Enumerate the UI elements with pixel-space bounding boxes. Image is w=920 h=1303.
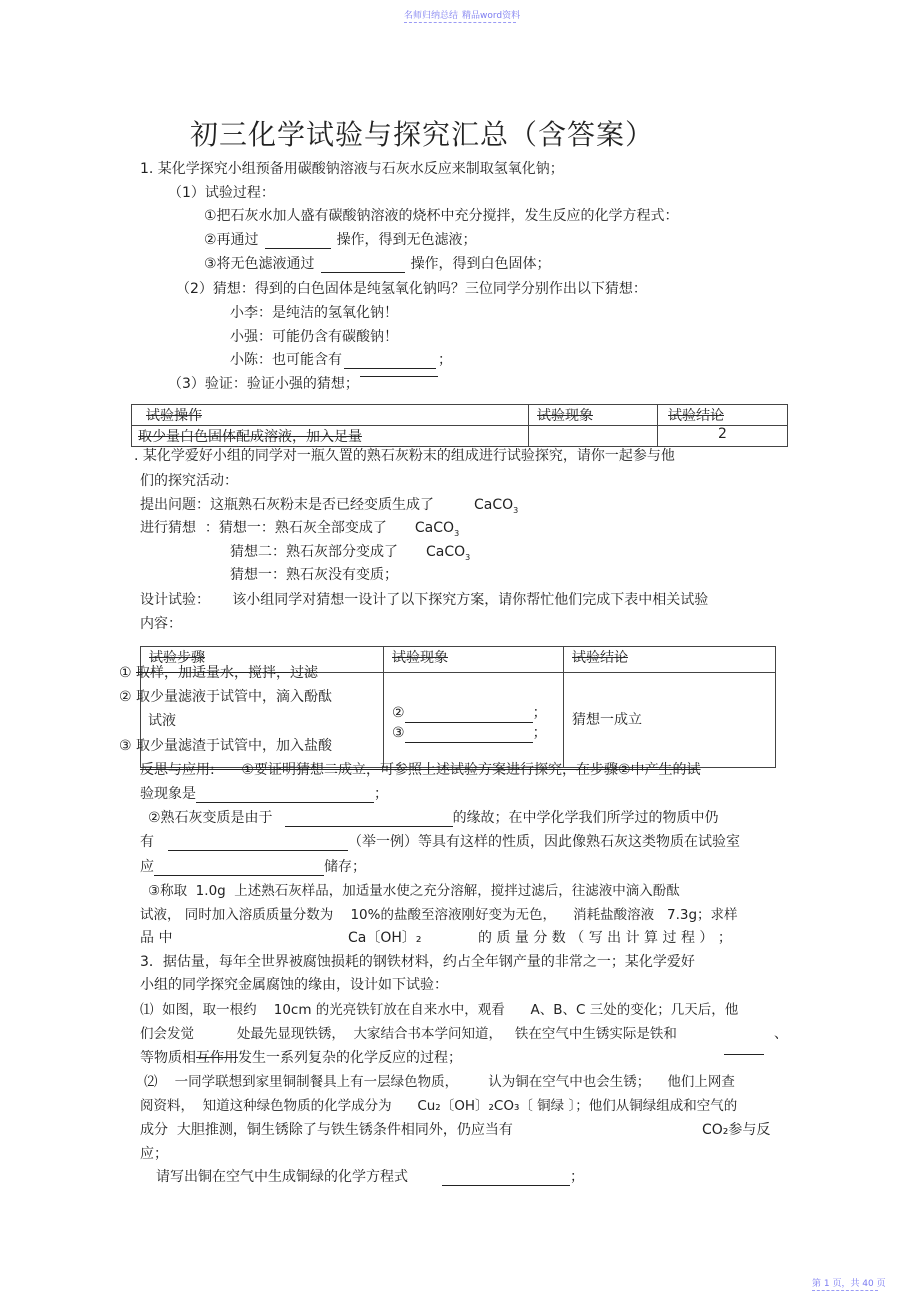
text: 2 — [718, 426, 727, 442]
q3-line-2: 小组的同学探究金属腐蚀的缘由，设计如下试验： — [140, 977, 448, 993]
guess-xiaoqiang: 小强：可能仍含有碳酸钠！ — [230, 329, 398, 345]
text: CaCO — [426, 544, 466, 560]
text: ； — [374, 786, 388, 802]
text: ②熟石灰变质是由于 — [148, 810, 273, 826]
text: 验现象是 — [140, 786, 196, 802]
q3-line-3: ⑴ 如图，取一根约 10cm 的光亮铁钉放在自来水中，观看 A、B、C 三处的变化；几天后，他 — [140, 1002, 739, 1018]
reflect-8 — [140, 929, 770, 947]
reflect-6: ③称取 1.0g 上述熟石灰样品，加适量水使之充分溶解，搅拌过滤后，往滤液中滴入酚酞 — [148, 883, 680, 899]
q2-intro-1: . 某化学爱好小组的同学对一瓶久置的熟石灰粉末的组成进行试验探究，请你一起参与他 — [134, 448, 675, 464]
text: ； — [438, 352, 452, 368]
text: 取少量滤渣于试管中，加入盐酸 — [136, 738, 333, 754]
q3-line-5 — [140, 1049, 462, 1067]
text: （举一例）等具有这样的性质，因此像熟石灰这类物质在试验室 — [348, 834, 740, 850]
reflect-5 — [140, 858, 366, 876]
table-header — [564, 647, 776, 673]
table-cell[interactable] — [529, 426, 658, 447]
text: 试验结论 — [668, 408, 724, 424]
q1-step1: ①把石灰水加人盛有碳酸钠溶液的烧杯中充分搅拌，发生反应的化学方程式： — [204, 208, 679, 224]
step-3 — [119, 737, 332, 755]
text: 请写出铜在空气中生成铜绿的化学方程式 — [156, 1169, 408, 1185]
guess-xiaoli: 小李：是纯洁的氢氧化钠！ — [230, 305, 398, 321]
q1-step2 — [204, 231, 477, 249]
q1-part2: （2）猜想：得到的白色固体是纯氢氧化钠吗？三位同学分别作出以下猜想： — [176, 281, 647, 297]
text: Ca〔OH〕₂ — [348, 930, 422, 946]
blank-field[interactable] — [442, 1171, 570, 1186]
q3-line-6: ⑵ 一同学联想到家里铜制餐具上有一层绿色物质， 认为铜在空气中也会生锈； 他们上网查 — [144, 1074, 735, 1090]
q1-intro: 1. 某化学探究小组预备用碳酸钠溶液与石灰水反应来制取氢氧化钠； — [140, 161, 564, 177]
text: 取样，加适量水，搅拌，过滤 — [136, 665, 319, 681]
text: CaCO — [414, 520, 455, 536]
reflect-4 — [140, 833, 740, 851]
blank-field[interactable] — [405, 708, 533, 723]
text: 发生一系列复杂的化学反应的过程； — [238, 1050, 462, 1066]
q2-question: 提出问题：这瓶熟石灰粉末是否已经变质生成了 CaCO$_3$ — [140, 497, 519, 515]
text: 的 质 量 分 数 （ 写 出 计 算 过 程 ） ； — [478, 930, 732, 946]
reflect-1: 反思与应用: ①要证明猜想二成立，可参照上述试验方案进行探究，在步骤②中产生的试 — [140, 762, 701, 778]
text: 取少量白色固体配成溶液，加入足量 — [138, 429, 362, 445]
page-title: 初三化学试验与探究汇总（含答案） — [190, 118, 655, 151]
table-cell — [658, 426, 788, 447]
text: 应 — [140, 859, 154, 875]
text: 这瓶熟石灰粉末是否已经变质生成了 — [210, 497, 434, 513]
q2-guess-2: 猜想二：熟石灰部分变成了 CaCO$_3$ — [230, 544, 471, 562]
header-divider — [404, 22, 516, 23]
text: 的缘故；在中学化学我们所学过的物质中仍 — [452, 810, 719, 826]
text: CO₂参与反 — [702, 1122, 771, 1138]
blank-field[interactable] — [285, 812, 453, 827]
text: 操作，得到白色固体； — [410, 256, 551, 272]
blank-field[interactable] — [724, 1040, 764, 1055]
text: 试验现象 — [392, 650, 448, 666]
q3-line-4: 们会发觉 处最先显现铁锈， 大家结合书本学问知道， 铁在空气中生锈实际是铁和 — [140, 1026, 677, 1042]
text: 操作，得到无色滤液； — [336, 232, 477, 248]
text: 储存； — [324, 859, 366, 875]
q2-guess-1: 进行猜想 ：猜想一：熟石灰全部变成了 CaCO$_3$ — [140, 520, 460, 538]
text: 有 — [140, 834, 154, 850]
text: 提出问题： — [140, 497, 210, 513]
text: 试验现象 — [537, 408, 593, 424]
q2-design-2: 内容： — [140, 616, 182, 632]
text: 小陈：也可能含有 — [230, 352, 342, 368]
q3-line-7: 阅资料， 知道这种绿色物质的化学成分为 Cu₂〔OH〕₂CO₃〔 铜绿 〕；他们从铜绿组成和空气的 — [140, 1098, 738, 1114]
table-cell — [564, 673, 776, 768]
text: ③ — [119, 738, 132, 754]
text: 互作用 — [196, 1050, 238, 1066]
page-number: 第 1 页，共 40 页 — [812, 1279, 886, 1289]
table-header — [132, 405, 529, 426]
blank-field[interactable] — [321, 258, 405, 273]
q1-part1: （1）试验过程： — [168, 185, 275, 201]
text: 取少量滤液于试管中，滴入酚酞 — [136, 689, 333, 705]
step-2-cont: 试液 — [148, 713, 176, 729]
text: ； — [532, 725, 547, 741]
text: 试验步骤 — [149, 650, 205, 666]
blank-field[interactable] — [265, 234, 331, 249]
q1-part3: （3）验证：验证小强的猜想； — [168, 376, 359, 392]
q3-line-8 — [140, 1121, 780, 1139]
text: CaCO — [474, 497, 514, 513]
q2-design-1: 设计试验： 该小组同学对猜想一设计了以下探究方案，请你帮忙他们完成下表中相关试验 — [140, 592, 709, 608]
q3-line-1: 3．据估量，每年全世界被腐蚀损耗的钢铁材料，约占全年钢产量的非常之一；某化学爱好 — [140, 954, 695, 970]
text: 等物质相 — [140, 1050, 196, 1066]
q2-guess-3: 猜想一：熟石灰没有变质； — [230, 567, 398, 583]
verify-table — [131, 404, 788, 447]
text: 猜想二：熟石灰部分变成了 — [230, 544, 398, 560]
text: 试验结论 — [572, 650, 628, 666]
q2-intro-2: 们的探究活动： — [140, 473, 238, 489]
header-right: 精品word资料 — [462, 11, 521, 21]
blank-field[interactable] — [360, 362, 438, 377]
table-cell — [384, 673, 564, 768]
step-1 — [119, 664, 318, 682]
text: ① — [119, 665, 132, 681]
q3-line-10: 请写出铜在空气中生成铜绿的化学方程式 ； — [156, 1169, 584, 1185]
blank-field[interactable] — [196, 788, 374, 803]
text: ② — [119, 689, 132, 705]
reflect-2 — [140, 785, 388, 803]
text: ； — [532, 705, 547, 721]
text: ② — [392, 705, 405, 721]
text: ③将无色滤液通过 — [204, 256, 315, 272]
reflect-3 — [148, 809, 719, 827]
q1-step3 — [204, 255, 551, 273]
blank-field[interactable] — [405, 728, 533, 743]
table-header — [529, 405, 658, 426]
footer-divider — [812, 1290, 878, 1291]
header-left: 名师归纳总结 — [404, 11, 459, 21]
blank-field[interactable] — [168, 836, 348, 851]
reflect-7: 试液， 同时加入溶质质量分数为 10%的盐酸至溶液刚好变为无色， 消耗盐酸溶液 7.3g；求样 — [140, 907, 738, 923]
text: ③ — [392, 725, 405, 741]
text: 试验操作 — [146, 408, 202, 424]
blank-field[interactable] — [154, 861, 324, 876]
text: ②再通过 — [204, 232, 259, 248]
table-header — [658, 405, 788, 426]
text: 成分 大胆推测，铜生锈除了与铁生锈条件相同外，仍应当有 — [140, 1122, 513, 1138]
text: 猜想一成立 — [572, 712, 642, 728]
text: 猜想一：熟石灰全部变成了 — [218, 520, 387, 536]
table-cell — [132, 426, 529, 447]
text: 品 中 — [140, 930, 173, 946]
step-2 — [119, 688, 332, 706]
text: 进行猜想 ： — [140, 520, 219, 536]
table-header — [384, 647, 564, 673]
q3-line-4-sep: 、 — [774, 1026, 788, 1042]
q3-line-9: 应； — [140, 1146, 168, 1162]
